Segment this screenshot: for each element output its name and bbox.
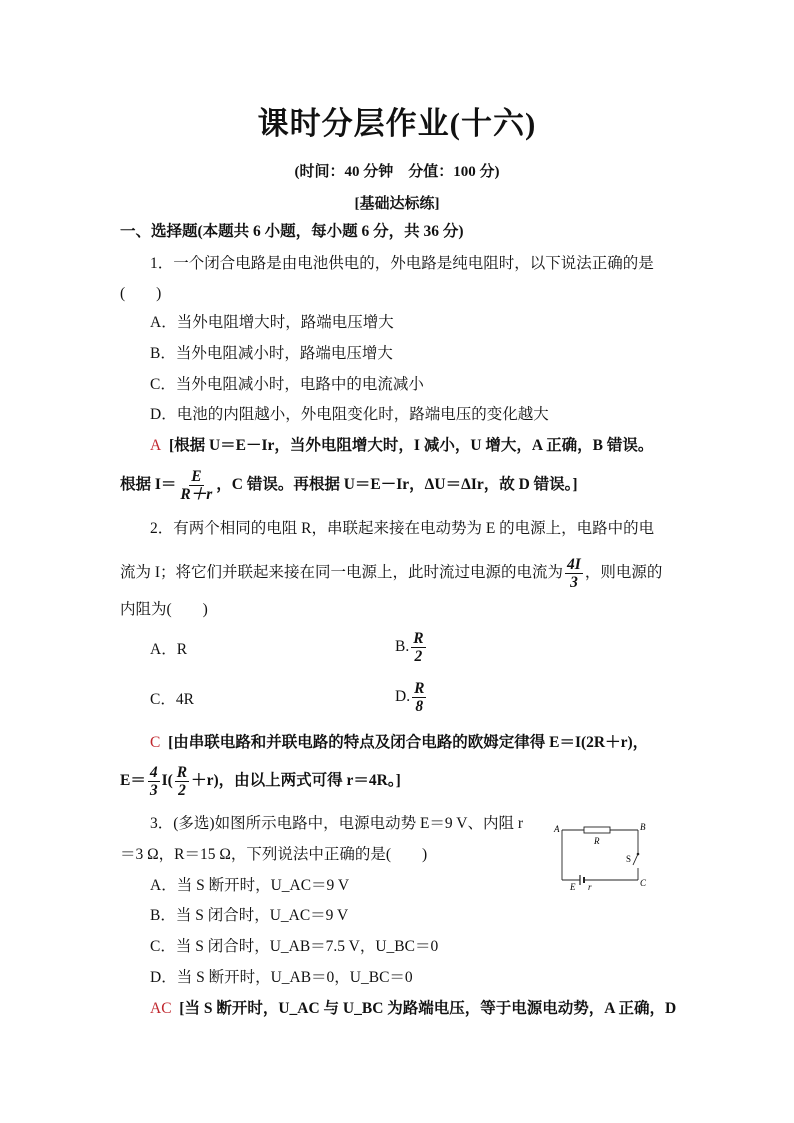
q3-option-b: B．当 S 闭合时，U_AC＝9 V — [150, 907, 349, 924]
q1-frac-den: R＋r — [180, 486, 213, 503]
q3-option-a: A．当 S 断开时，U_AC＝9 V — [150, 877, 350, 894]
q2-opt-b-label: B. — [395, 638, 410, 656]
q2-explain-text: [由串联电路和并联电路的特点及闭合电路的欧姆定律得 E＝I(2R＋r)， — [168, 734, 649, 751]
q2-explain-mid: I( — [161, 772, 173, 790]
q2-stem-line3: 内阻为( ) — [120, 601, 208, 618]
q1-stem: 1．一个闭合电路是由电池供电的，外电路是纯电阻时，以下说法正确的是 — [150, 255, 654, 272]
q3-answer: AC — [150, 1000, 172, 1017]
circuit-diagram — [552, 820, 652, 892]
q2-opt-b-fraction — [411, 630, 425, 665]
q2-explain-fraction2 — [175, 764, 189, 799]
section-heading: [基础达标练] — [354, 196, 440, 212]
q1-frac-num: E — [191, 468, 202, 485]
q2-frac1-num: 4 — [149, 764, 158, 781]
q1-explanation-line2 — [120, 468, 578, 503]
q1-explain-post: ，C 错误。再根据 U＝E－Ir，ΔU＝ΔIr，故 D 错误。] — [216, 476, 578, 494]
q1-explain-pre: 根据 I＝ — [120, 476, 177, 494]
q2-explanation-line2 — [120, 764, 401, 799]
q2-stem-pre: 流为 I；将它们并联起来接在同一电源上，此时流过电源的电流为 — [120, 564, 564, 582]
q1-fraction — [178, 468, 214, 503]
circuit-label-internal-r: r — [588, 882, 592, 892]
circuit-label-s: S — [626, 854, 632, 864]
q3-option-c: C．当 S 闭合时，U_AB＝7.5 V，U_BC＝0 — [150, 938, 439, 955]
q1-answer-paren: ( ) — [120, 285, 162, 302]
q2-stem-post: ，则电源的 — [584, 564, 663, 582]
q2-stem-line2 — [120, 556, 662, 591]
circuit-label-b: B — [640, 822, 646, 832]
resistor-symbol — [584, 827, 610, 833]
q2-frac2-den: 2 — [178, 782, 186, 799]
circuit-label-r: R — [594, 836, 600, 846]
q2-explanation-line1 — [150, 733, 648, 753]
q2-frac-num: 4I — [567, 556, 581, 573]
q2-option-a: A．R — [150, 641, 188, 658]
q1-option-d: D．电池的内阻越小，外电阻变化时，路端电压的变化越大 — [150, 406, 549, 423]
q2-frac2-num: R — [176, 764, 188, 781]
q3-stem-line1: 3．(多选)如图所示电路中，电源电动势 E＝9 V、内阻 r — [150, 815, 523, 832]
q2-opt-d-fraction — [412, 680, 426, 715]
q3-stem-line2: ＝3 Ω，R＝15 Ω，下列说法中正确的是( ) — [120, 846, 428, 863]
q2-frac1-den: 3 — [149, 782, 158, 799]
switch-blade — [633, 854, 638, 865]
q2-opt-d-num: R — [414, 680, 425, 697]
switch-contact — [637, 853, 640, 856]
q1-option-c: C．当外电阻减小时，电路中的电流减小 — [150, 376, 424, 393]
q1-option-b: B．当外电阻减小时，路端电压增大 — [150, 345, 393, 362]
q2-opt-b-num: R — [413, 630, 424, 647]
circuit-label-e: E — [570, 882, 576, 892]
circuit-label-c: C — [640, 878, 647, 888]
part-heading: 一、选择题(本题共 6 小题，每小题 6 分，共 36 分) — [120, 223, 464, 240]
q2-option-b — [395, 630, 428, 665]
q2-stem-line1: 2．有两个相同的电阻 R，串联起来接在电动势为 E 的电源上，电路中的电 — [150, 520, 655, 537]
q2-explain-fraction1 — [148, 764, 160, 799]
q3-option-d: D．当 S 断开时，U_AB＝0，U_BC＝0 — [150, 969, 413, 986]
q2-answer: C — [150, 734, 161, 751]
q3-explanation — [150, 999, 676, 1019]
q1-option-a: A．当外电阻增大时，路端电压增大 — [150, 314, 394, 331]
q2-opt-d-den: 8 — [415, 698, 424, 715]
q2-explain-post: ＋r)，由以上两式可得 r＝4R。] — [191, 772, 401, 790]
q2-option-d — [395, 680, 428, 715]
q2-option-c: C．4R — [150, 691, 194, 708]
q2-frac-den: 3 — [570, 574, 578, 591]
page-title: 课时分层作业(十六) — [257, 106, 537, 141]
circuit-label-a: A — [554, 824, 560, 834]
q2-opt-d-label: D. — [395, 688, 411, 706]
q1-explain-text: [根据 U＝E－Ir，当外电阻增大时，I 减小，U 增大，A 正确，B 错误。 — [168, 437, 654, 454]
q2-explain-pre: E＝ — [120, 772, 146, 790]
q2-fraction — [565, 556, 583, 591]
q3-explain-text: [当 S 断开时，U_AC 与 U_BC 为路端电压，等于电源电动势，A 正确，D — [179, 1000, 677, 1017]
q1-explanation-line1 — [150, 436, 653, 456]
q1-answer: A — [150, 437, 162, 454]
time-score-line: (时间：40 分钟 分值：100 分) — [294, 164, 500, 180]
q2-opt-b-den: 2 — [414, 648, 423, 665]
